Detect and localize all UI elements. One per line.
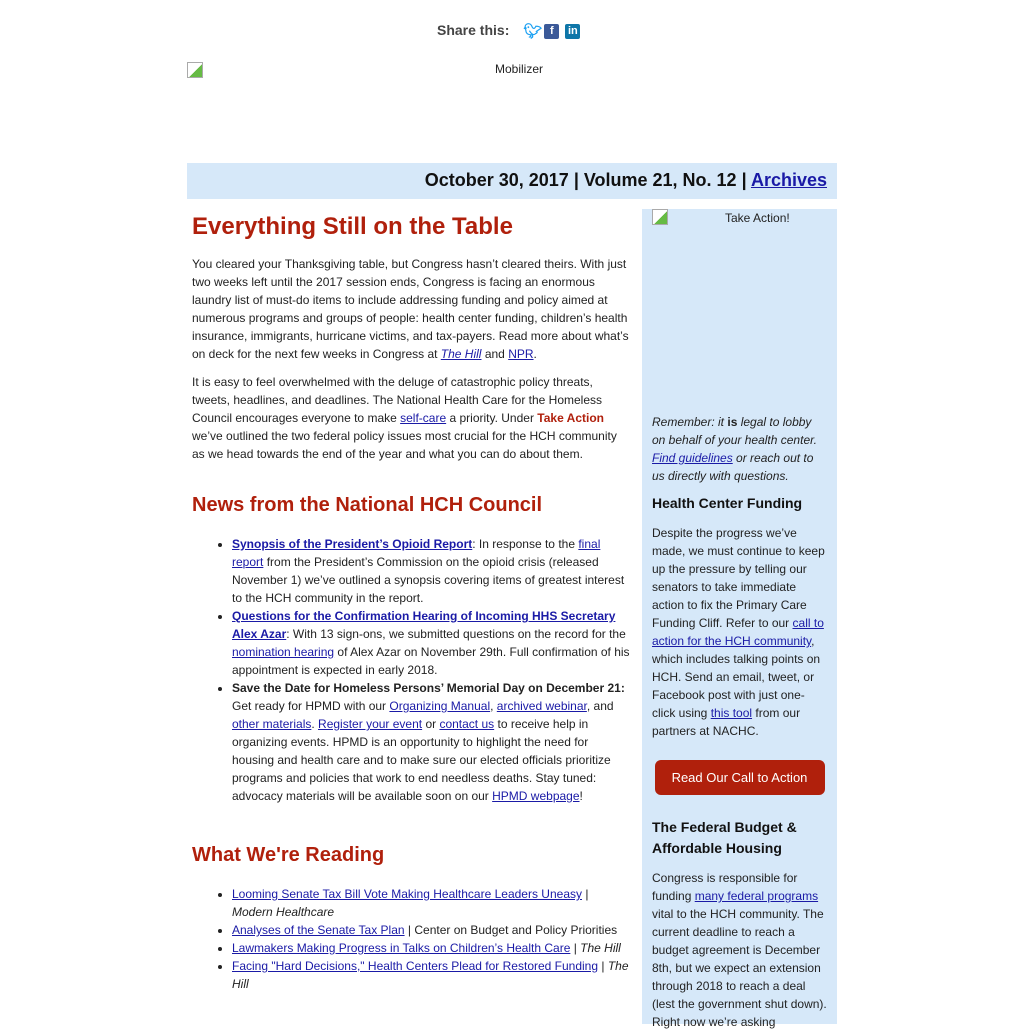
news-heading: News from the National HCH Council <box>192 494 543 516</box>
text-segment: Congress is responsible for funding <box>652 871 798 903</box>
remember-note <box>652 413 827 485</box>
text-segment: is <box>727 415 738 429</box>
inline-link[interactable]: Analyses of the Senate Tax Plan <box>232 923 405 937</box>
inline-link[interactable]: other materials <box>232 717 312 731</box>
text-segment: | <box>598 959 608 973</box>
text-segment: Save the Date for Homeless Persons’ Memorial Day on December 21: <box>232 681 625 695</box>
inline-link[interactable]: this tool <box>710 706 753 720</box>
text-segment: . <box>533 347 537 361</box>
share-label: Share this: <box>437 21 510 38</box>
inline-link[interactable]: nomination hearing <box>232 645 335 659</box>
inline-link[interactable]: Facing "Hard Decisions," Health Centers Plead for Restored Funding <box>232 959 599 973</box>
reading-heading: What We're Reading <box>192 844 385 866</box>
text-segment: The Hill <box>580 941 621 955</box>
text-segment: Modern Healthcare <box>232 905 335 919</box>
page-title: Everything Still on the Table <box>192 213 513 240</box>
text-segment: | <box>582 887 589 901</box>
linkedin-icon[interactable]: in <box>565 24 580 39</box>
inline-link[interactable]: Organizing Manual <box>389 699 491 713</box>
inline-link[interactable]: self-care <box>400 411 447 425</box>
inline-link[interactable]: final report <box>232 537 601 569</box>
text-segment: or <box>422 717 440 731</box>
text-segment: : In response to the <box>472 537 579 551</box>
health-center-funding-text <box>652 524 827 740</box>
text-segment: or reach out to us directly with questions. <box>652 451 814 483</box>
archives-link[interactable]: Archives <box>750 170 827 190</box>
text-segment: | Center on Budget and Policy Priorities <box>404 923 618 937</box>
reading-list <box>232 885 632 993</box>
text-segment: and <box>481 347 509 361</box>
text-segment: legal to lobby on behalf of your health center. <box>652 415 817 447</box>
text-segment: , <box>490 699 497 713</box>
issue-banner <box>187 163 837 199</box>
list-item <box>232 957 632 993</box>
broken-image-icon <box>652 209 668 225</box>
text-segment: , and <box>586 699 614 713</box>
sidebar <box>642 209 837 1029</box>
list-item <box>232 535 632 607</box>
text-segment: : With 13 sign-ons, we submitted questions on the record for the <box>286 627 626 641</box>
text-segment: The Hill <box>232 959 629 991</box>
take-action-alt-text: Take Action! <box>725 211 790 225</box>
take-action-image <box>652 209 827 409</box>
list-item <box>232 607 632 679</box>
inline-link[interactable]: many federal programs <box>694 889 819 903</box>
text-segment: we’ve outlined the two federal policy issues most crucial for the HCH community as we head towards the end of the year and what you can do about them. <box>192 429 617 461</box>
inline-link[interactable]: archived webinar <box>496 699 587 713</box>
text-segment: You cleared your Thanksgiving table, but Congress hasn’t cleared theirs. With just two weeks left until the 2017 session ends, Congress is facing an enormous laundry list of must-do items to include addressing funding and policy aimed at numerous programs and groups of people: health center funding, children’s health insurance, immigrants, hurricane victims, and tax-payers. Read more about what’s on deck for the next few weeks in Congress at <box>192 257 629 361</box>
inline-link[interactable]: contact us <box>439 717 495 731</box>
text-segment: from the President’s Commission on the opioid crisis (released November 1) we’ve outlined a synopsis covering items of greatest interest to the HCH community in the report. <box>232 555 625 605</box>
paragraph <box>192 373 632 463</box>
issue-info: October 30, 2017 | Volume 21, No. 12 | <box>424 170 751 190</box>
inline-link[interactable]: Register your event <box>318 717 423 731</box>
share-bar <box>437 20 580 39</box>
main-column <box>192 209 632 993</box>
text-segment: Get ready for HPMD with our <box>232 699 390 713</box>
text-segment: from our partners at NACHC. <box>652 706 801 738</box>
logo-alt-text: Mobilizer <box>495 62 544 76</box>
text-segment: , which includes talking points on HCH. Send an email, tweet, or Facebook post with just one-click using <box>652 634 821 720</box>
take-action-emphasis: Take Action <box>537 411 604 425</box>
text-segment: to receive help in organizing events. HPMD is an opportunity to highlight the need for housing and health care and to make sure our elected officials prioritize programs and policies that work to end needless deaths. Stay tuned: advocacy materials will be available soon on our <box>232 717 611 803</box>
list-item <box>232 885 632 921</box>
paragraph <box>192 255 632 363</box>
inline-link[interactable]: call to action for the HCH community <box>652 616 824 648</box>
list-item <box>232 939 632 957</box>
text-segment: ! <box>579 789 583 803</box>
budget-text <box>652 869 827 1031</box>
inline-link[interactable]: Find guidelines <box>652 451 733 465</box>
news-list <box>232 535 632 805</box>
list-item <box>232 921 632 939</box>
inline-link[interactable]: NPR <box>508 347 534 361</box>
mobilizer-logo <box>187 62 837 152</box>
inline-link[interactable]: Synopsis of the President’s Opioid Report <box>232 537 473 551</box>
twitter-icon[interactable]: 🐦︎ <box>523 23 543 40</box>
inline-link[interactable]: Lawmakers Making Progress in Talks on Children’s Health Care <box>232 941 571 955</box>
read-call-to-action-button[interactable]: Read Our Call to Action <box>655 760 825 795</box>
facebook-icon[interactable]: f <box>544 24 559 39</box>
text-segment: of Alex Azar on November 29th. Full confirmation of his appointment is expected in early 2018. <box>232 645 630 677</box>
broken-image-icon <box>187 62 203 78</box>
inline-link[interactable]: Looming Senate Tax Bill Vote Making Healthcare Leaders Uneasy <box>232 887 582 901</box>
inline-link[interactable]: The Hill <box>440 347 482 361</box>
inline-link[interactable]: Questions for the Confirmation Hearing of Incoming HHS Secretary Alex Azar <box>232 609 616 641</box>
text-segment: vital to the HCH community. The current deadline to reach a budget agreement is December 8th, but we expect an extension through 2018 to reach a deal (lest the government shut down). Right now we’re asking <box>652 907 827 1029</box>
health-center-funding-heading: Health Center Funding <box>652 495 803 511</box>
text-segment: It is easy to feel overwhelmed with the deluge of catastrophic policy threats, tweets, headlines, and deadlines. The National Health Care for the Homeless Council encourages everyone to make <box>192 375 603 425</box>
text-segment: Remember: it <box>652 415 728 429</box>
inline-link[interactable]: HPMD webpage <box>492 789 580 803</box>
budget-heading: The Federal Budget & Affordable Housing <box>652 819 797 856</box>
text-segment: a priority. Under <box>446 411 538 425</box>
text-segment: | <box>570 941 581 955</box>
text-segment: . <box>311 717 319 731</box>
list-item <box>232 679 632 805</box>
text-segment: Despite the progress we’ve made, we must continue to keep up the pressure by telling our senators to take immediate action to fix the Primary Care Funding Cliff. Refer to our <box>652 526 825 630</box>
